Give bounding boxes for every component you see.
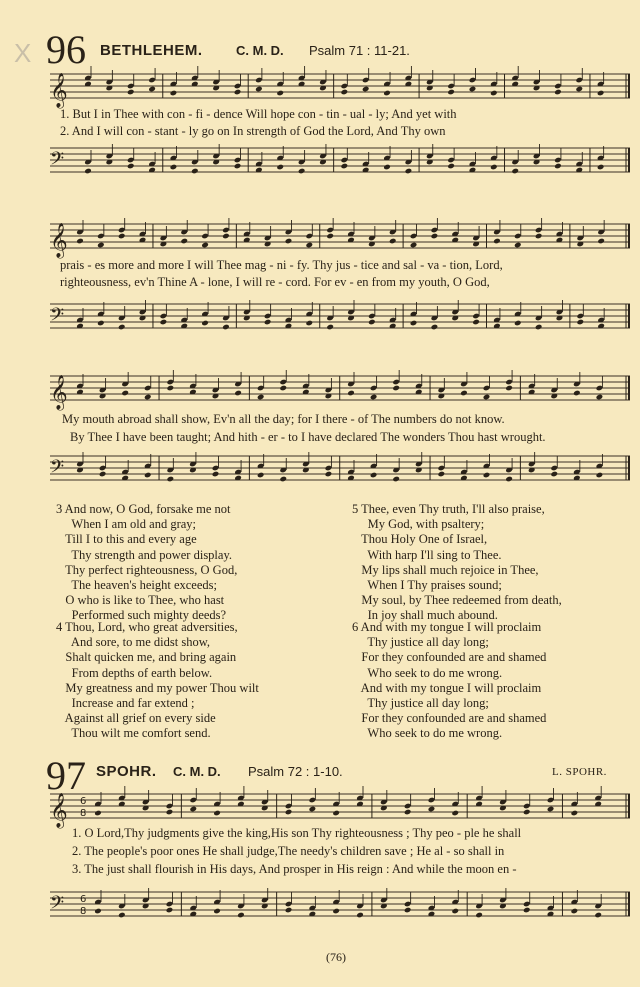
note-head: [511, 168, 519, 175]
note-head: [148, 86, 156, 93]
note-head: [326, 233, 334, 240]
psalm-reference: Psalm 72 : 1-10.: [248, 764, 343, 779]
note-head: [451, 810, 459, 817]
note-head: [325, 471, 333, 478]
stanza-3: 3 And now, O God, forsake me not When I am old and gray; Till I to this and every age Thy strength and power display. Thy perfect righteousness, O God, The heaven's height exceeds; O who is like to Thee, who hast Performed such mighty deeds?: [56, 502, 238, 623]
note-head: [118, 233, 126, 240]
note-head: [257, 394, 265, 401]
time-signature: 6: [80, 894, 87, 905]
note-head: [493, 238, 501, 245]
note-head: [405, 168, 413, 175]
note-head: [438, 471, 446, 478]
note-head: [279, 476, 287, 483]
note-head: [285, 809, 293, 816]
note-head: [597, 164, 605, 171]
note-head: [180, 238, 188, 245]
note-head: [285, 907, 293, 914]
time-signature: 6: [80, 796, 87, 807]
note-head: [84, 168, 92, 175]
note-head: [76, 238, 84, 245]
note-head: [597, 90, 605, 97]
hymn-number-97: 97: [46, 753, 86, 798]
note-head: [332, 908, 340, 915]
treble-clef-icon: 𝄞: [50, 73, 68, 108]
bass-clef-icon: 𝄢: [50, 457, 65, 482]
lyric-line-96-5: My mouth abroad shall show, Ev'n all the day; for I there - of The numbers do not know.: [62, 412, 505, 426]
note-head: [167, 385, 175, 392]
meter-label: C. M. D.: [173, 764, 221, 779]
note-head: [213, 810, 221, 817]
note-head: [505, 476, 513, 483]
note-head: [201, 242, 209, 249]
note-head: [550, 471, 558, 478]
note-head: [347, 390, 355, 397]
note-head: [144, 472, 152, 479]
note-head: [276, 90, 284, 97]
composer-credit: L. SPOHR.: [552, 766, 607, 778]
note-head: [505, 385, 513, 392]
note-head: [306, 242, 314, 249]
note-head: [573, 390, 581, 397]
note-head: [189, 806, 197, 813]
note-head: [166, 907, 174, 914]
page-number: (76): [326, 950, 346, 964]
note-head: [410, 242, 418, 249]
stanza-6: 6 And with my tongue I will proclaim Thy justice all day long; For they confounded are and shamed Who seek to do me wrong. And with my tongue I will proclaim Thy justice all day long; For they confounded are and shamed Who seek to do me wrong.: [352, 620, 547, 741]
note-head: [213, 908, 221, 915]
lyric-line-96-3: prais - es more and more I will Thee mag - ni - fy. Thy jus - tice and sal - va - tion, Lord,: [60, 258, 503, 272]
note-head: [514, 242, 522, 249]
note-head: [257, 472, 265, 479]
lyric-line-97-2: 2. The people's poor ones He shall judge,The needy's children save ; He al - so shall in: [72, 844, 505, 858]
note-head: [431, 324, 439, 331]
note-head: [234, 89, 242, 96]
note-head: [341, 163, 349, 170]
bass-clef-icon: 𝄢: [50, 305, 65, 330]
note-head: [255, 86, 263, 93]
bass-clef-icon: 𝄢: [50, 893, 65, 918]
note-head: [97, 320, 105, 327]
note-head: [535, 324, 543, 331]
note-head: [118, 912, 126, 919]
lyric-line-96-4: righteousness, ev'n Thine A - lone, I will re - cord. For ev - en from my youth, O God,: [60, 275, 490, 289]
stanza-4: 4 Thou, Lord, who great adversities, And sore, to me didst show, Shalt quicken me, and bring again From depths of earth below. My greatness and my power Thou wilt Increase and far extend ; Against all grief on every side Thou wilt me comfort send.: [56, 620, 259, 741]
note-head: [212, 471, 220, 478]
note-head: [362, 86, 370, 93]
note-head: [201, 320, 209, 327]
note-head: [410, 320, 418, 327]
time-signature: 8: [80, 906, 87, 917]
note-head: [447, 89, 455, 96]
note-head: [571, 908, 579, 915]
note-head: [547, 806, 555, 813]
note-head: [389, 238, 397, 245]
note-head: [514, 320, 522, 327]
note-head: [383, 90, 391, 97]
note-head: [554, 89, 562, 96]
lyric-line-97-1: 1. O Lord,Thy judgments give the king,His son Thy righteousness ; Thy peo - ple he shall: [72, 826, 522, 840]
note-head: [222, 324, 230, 331]
note-head: [447, 163, 455, 170]
note-head: [264, 319, 272, 326]
note-head: [167, 476, 175, 483]
note-head: [170, 164, 178, 171]
note-head: [234, 163, 242, 170]
time-signature: 8: [80, 808, 87, 819]
note-head: [160, 319, 168, 326]
note-head: [472, 319, 480, 326]
note-head: [523, 907, 531, 914]
note-head: [97, 242, 105, 249]
note-head: [222, 233, 230, 240]
treble-clef-icon: 𝄞: [50, 793, 68, 828]
note-head: [332, 810, 340, 817]
note-head: [404, 809, 412, 816]
music-system-1-bass: [0, 146, 640, 186]
note-head: [575, 86, 583, 93]
note-head: [596, 472, 604, 479]
margin-mark: X: [14, 38, 32, 68]
note-head: [279, 385, 287, 392]
lyric-line-96-1: 1. But I in Thee with con - fi - dence Will hope con - tin - ual - ly; And yet with: [60, 107, 457, 121]
meter-label: C. M. D.: [236, 43, 284, 58]
note-head: [234, 390, 242, 397]
note-head: [460, 390, 468, 397]
music-system-3-treble: [0, 374, 640, 414]
note-head: [370, 394, 378, 401]
note-head: [94, 908, 102, 915]
note-head: [276, 164, 284, 171]
note-head: [341, 89, 349, 96]
note-head: [127, 89, 135, 96]
bass-clef-icon: 𝄢: [50, 149, 65, 174]
note-head: [483, 394, 491, 401]
stanza-5: 5 Thee, even Thy truth, I'll also praise, My God, with psaltery; Thou Holy One of Israel, With harp I'll sing to Thee. My lips shall much rejoice in Thee, When I Thy praises sound; My soul, by Thee redeemed from death, In joy shall much abound.: [352, 502, 562, 623]
note-head: [383, 164, 391, 171]
lyric-line-97-3: 3. The just shall flourish in His days, And prosper in His reign : And while the moon en -: [72, 862, 517, 876]
note-head: [370, 472, 378, 479]
music-system-2-treble: [0, 222, 640, 262]
psalm-reference: Psalm 71 : 11-21.: [309, 43, 410, 58]
music-system-4-bass: [0, 890, 640, 930]
note-head: [94, 810, 102, 817]
note-head: [490, 164, 498, 171]
note-head: [594, 912, 602, 919]
note-head: [392, 385, 400, 392]
note-head: [483, 472, 491, 479]
note-head: [356, 912, 364, 919]
note-head: [523, 809, 531, 816]
note-head: [577, 319, 585, 326]
note-head: [469, 86, 477, 93]
hymn-number-96: 96: [46, 27, 86, 72]
note-head: [237, 912, 245, 919]
note-head: [431, 233, 439, 240]
note-head: [392, 476, 400, 483]
note-head: [127, 163, 135, 170]
note-head: [451, 908, 459, 915]
note-head: [191, 168, 199, 175]
music-system-2-bass: [0, 302, 640, 342]
music-system-1-treble: [0, 72, 640, 112]
note-head: [285, 238, 293, 245]
note-head: [428, 806, 436, 813]
note-head: [326, 324, 334, 331]
note-head: [554, 163, 562, 170]
note-head: [99, 471, 107, 478]
note-head: [475, 912, 483, 919]
note-head: [118, 324, 126, 331]
note-head: [368, 319, 376, 326]
note-head: [535, 233, 543, 240]
note-head: [571, 810, 579, 817]
treble-clef-icon: 𝄞: [50, 375, 68, 410]
note-head: [144, 394, 152, 401]
tune-name-spohr: SPOHR.: [96, 763, 157, 780]
note-head: [121, 390, 129, 397]
note-head: [597, 238, 605, 245]
music-system-3-bass: [0, 454, 640, 494]
note-head: [170, 90, 178, 97]
note-head: [596, 394, 604, 401]
lyric-line-96-2: 2. And I will con - stant - ly go on In strength of God the Lord, And Thy own: [60, 124, 446, 138]
tune-name-bethlehem: BETHLEHEM.: [100, 42, 203, 59]
treble-clef-icon: 𝄞: [50, 223, 68, 258]
note-head: [404, 907, 412, 914]
note-head: [490, 90, 498, 97]
note-head: [306, 320, 314, 327]
lyric-line-96-6: By Thee I have been taught; And hith - er - to I have declared The wonders Thou hast wrought.: [70, 430, 546, 444]
note-head: [309, 806, 317, 813]
note-head: [166, 809, 174, 816]
note-head: [298, 168, 306, 175]
